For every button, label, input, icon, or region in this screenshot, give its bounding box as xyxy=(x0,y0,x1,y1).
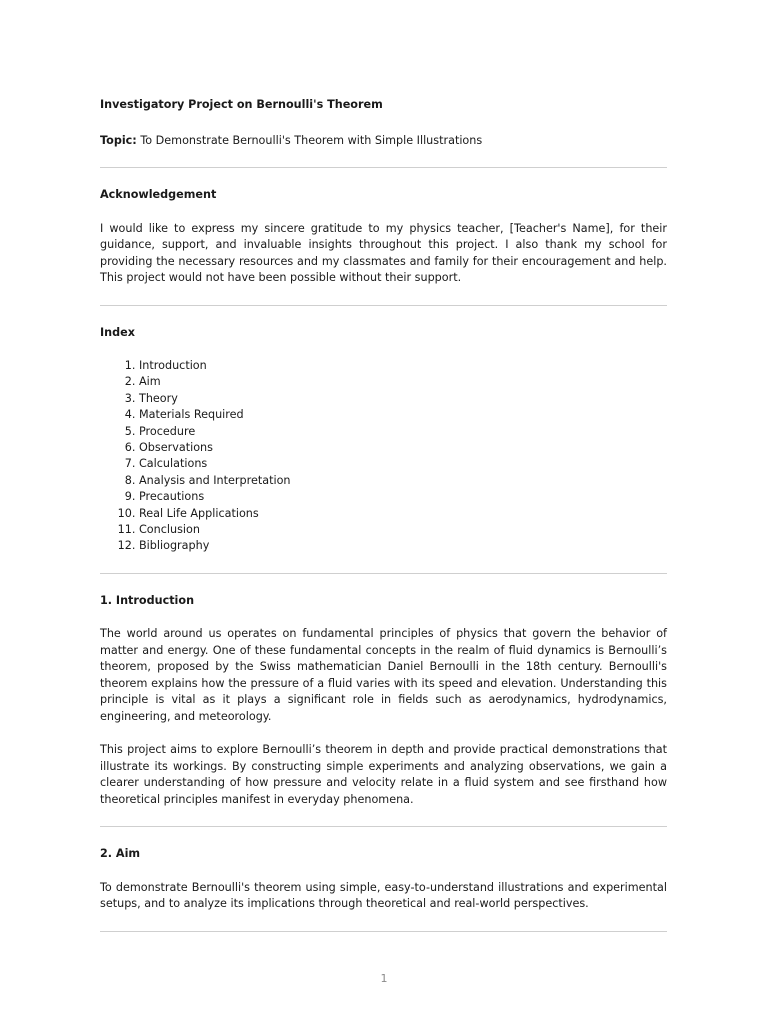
divider xyxy=(100,305,667,306)
index-item: 12. Bibliography xyxy=(139,538,667,554)
index-item: 11. Conclusion xyxy=(139,522,667,538)
index-item: 1. Introduction xyxy=(139,358,667,374)
index-item: 6. Observations xyxy=(139,440,667,456)
topic-text: To Demonstrate Bernoulli's Theorem with Simple Illustrations xyxy=(140,134,483,147)
acknowledgement-heading: Acknowledgement xyxy=(100,188,217,201)
divider xyxy=(100,931,667,932)
document-page xyxy=(100,97,667,932)
divider xyxy=(100,167,667,168)
index-item: 3. Theory xyxy=(139,391,667,407)
index-list xyxy=(100,358,667,555)
index-item: 5. Procedure xyxy=(139,424,667,440)
introduction-heading: 1. Introduction xyxy=(100,593,195,607)
topic-line xyxy=(100,133,667,150)
index-item: 8. Analysis and Interpretation xyxy=(139,473,667,489)
document-title: Investigatory Project on Bernoulli's Theorem xyxy=(100,98,383,111)
aim-heading: 2. Aim xyxy=(100,847,141,861)
aim-text: To demonstrate Bernoulli's theorem using simple, easy-to-understand illustrations and experimental setups, and to analyze its implications through theoretical and real-world perspectives. xyxy=(100,880,667,911)
index-item: 10. Real Life Applications xyxy=(139,506,667,522)
divider xyxy=(100,826,667,827)
index-item: 9. Precautions xyxy=(139,489,667,505)
introduction-paragraph-2: This project aims to explore Bernoulli’s theorem in depth and provide practical demonstrations that illustrate its workings. By constructing simple experiments and analyzing observations, we gain a clearer understanding of how pressure and velocity relate in a fluid system and see firsthand how theoretical principles manifest in everyday phenomena. xyxy=(100,743,667,806)
index-heading: Index xyxy=(100,325,135,339)
index-item: 4. Materials Required xyxy=(139,407,667,423)
acknowledgement-text: I would like to express my sincere gratitude to my physics teacher, [Teacher's Name], for their guidance, support, and invaluable insights throughout this project. I also thank my school for providing the necessary resources and my classmates and family for their encouragement and help. This project would not have been possible without their support. xyxy=(100,221,667,284)
page-number: 1 xyxy=(380,972,388,985)
divider xyxy=(100,573,667,574)
introduction-paragraph-1: The world around us operates on fundamental principles of physics that govern the behavior of matter and energy. One of these fundamental concepts in the realm of fluid dynamics is Bernoulli’s theorem, proposed by the Swiss mathematician Daniel Bernoulli in the 18th century. Bernoulli's theorem explains how the pressure of a fluid varies with its speed and elevation. Understanding this principle is vital as it plays a significant role in fields such as aerodynamics, hydrodynamics, engineering, and meteorology. xyxy=(100,627,667,723)
index-item: 7. Calculations xyxy=(139,456,667,472)
index-item: 2. Aim xyxy=(139,374,667,390)
topic-label: Topic: xyxy=(100,134,137,147)
